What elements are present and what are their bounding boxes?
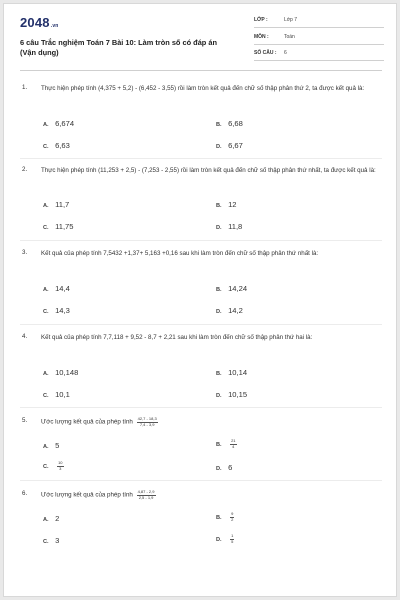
option-value: 5	[55, 441, 60, 450]
fraction-numerator: 4,87 - 2,9	[137, 489, 155, 494]
question-text-lead: Ước lượng kết quả của phép tính	[41, 491, 133, 499]
question-number: 1.	[22, 84, 28, 91]
fraction-numerator: 42,7 - 18,3	[137, 416, 157, 421]
option-d[interactable]	[216, 534, 234, 544]
option-letter: B.	[216, 442, 222, 448]
document-header	[4, 4, 397, 72]
option-letter: C.	[43, 144, 49, 150]
option-value: 12	[228, 200, 237, 209]
fraction-numerator: 1	[231, 533, 234, 539]
option-value: 3	[55, 536, 60, 545]
option-value: 10,14	[228, 368, 248, 377]
option-value: 10,1	[55, 390, 70, 399]
fraction-numerator: 9	[231, 511, 234, 517]
option-value: 6,67	[228, 141, 243, 150]
option-letter: A.	[43, 287, 49, 293]
expression-fraction	[137, 417, 158, 427]
question-number: 4.	[22, 333, 28, 340]
option-a[interactable]	[43, 441, 59, 451]
fraction-denominator: 2,5 - 1,9	[138, 494, 154, 500]
meta-label: MÔN :	[254, 34, 269, 40]
meta-label: SỐ CÂU :	[254, 50, 277, 56]
option-b[interactable]	[216, 439, 237, 449]
question-number: 2.	[22, 166, 28, 173]
meta-value: Toán	[284, 34, 295, 40]
option-value: 6,674	[55, 119, 75, 128]
option-a[interactable]	[43, 119, 74, 129]
option-letter: D.	[216, 393, 222, 399]
option-letter: B.	[216, 515, 222, 521]
option-value: 11,8	[228, 222, 243, 231]
option-value: 14,24	[228, 284, 248, 293]
option-letter: A.	[43, 203, 49, 209]
option-letter: C.	[43, 539, 49, 545]
header-divider	[20, 70, 382, 71]
logo-suffix: .vn	[50, 23, 59, 29]
logo-text: 2048	[20, 15, 50, 30]
question-number: 5.	[22, 417, 28, 424]
option-d[interactable]	[216, 306, 243, 316]
option-value: 14,3	[55, 306, 70, 315]
option-a[interactable]	[43, 200, 69, 210]
meta-row-count	[254, 48, 384, 61]
option-c[interactable]	[43, 306, 70, 316]
question-divider	[20, 240, 382, 241]
document-page	[3, 3, 397, 597]
option-d[interactable]	[216, 222, 242, 232]
question-number: 3.	[22, 249, 28, 256]
fraction-denominator: 3	[59, 465, 62, 471]
document-title: 6 câu Trắc nghiệm Toán 7 Bài 10: Làm tròn số có đáp án (Vận dụng)	[20, 38, 217, 57]
option-letter: D.	[216, 309, 222, 315]
question-text: Thực hiện phép tính (11,253 + 2,5) - (7,253 - 2,55) rồi làm tròn kết quả đến chữ số thập phân thứ nhất, ta được kết quả là:	[41, 167, 376, 174]
meta-label: LỚP :	[254, 17, 268, 23]
option-value: 6,63	[55, 141, 70, 150]
option-letter: B.	[216, 203, 222, 209]
meta-row-grade	[254, 15, 384, 28]
option-letter: D.	[216, 225, 222, 231]
option-c[interactable]	[43, 390, 70, 400]
option-letter: A.	[43, 517, 49, 523]
option-a[interactable]	[43, 284, 70, 294]
option-c[interactable]	[43, 461, 64, 471]
option-d[interactable]	[216, 141, 243, 151]
meta-row-subject	[254, 32, 384, 45]
option-value: 6,68	[228, 119, 243, 128]
question-text-lead: Ước lượng kết quả của phép tính	[41, 418, 133, 426]
option-value: 11,75	[55, 222, 74, 231]
option-letter: D.	[216, 466, 222, 472]
option-letter: A.	[43, 371, 49, 377]
fraction-denominator: 2	[231, 516, 234, 522]
question-number: 6.	[22, 490, 28, 497]
fraction-numerator: 21	[231, 438, 236, 444]
option-letter: D.	[216, 537, 222, 543]
option-fraction	[57, 461, 63, 471]
option-value: 2	[55, 514, 60, 523]
fraction-denominator: 5	[231, 538, 234, 544]
option-fraction	[230, 439, 236, 449]
option-b[interactable]	[216, 200, 237, 210]
fraction-numerator: 10	[58, 460, 63, 466]
question-divider	[20, 407, 382, 408]
fraction-denominator: 4	[232, 443, 235, 449]
option-letter: C.	[43, 393, 49, 399]
option-value: 14,4	[55, 284, 70, 293]
option-c[interactable]	[43, 141, 70, 151]
option-c[interactable]	[43, 222, 74, 232]
option-b[interactable]	[216, 368, 247, 378]
question-divider	[20, 158, 382, 159]
option-b[interactable]	[216, 284, 247, 294]
option-value: 14,2	[228, 306, 243, 315]
fraction-denominator: 7,4 - 3,9	[139, 421, 155, 427]
option-letter: A.	[43, 122, 49, 128]
option-a[interactable]	[43, 368, 78, 378]
option-letter: C.	[43, 225, 49, 231]
option-value: 10,148	[55, 368, 79, 377]
option-a[interactable]	[43, 514, 59, 524]
option-fraction	[230, 512, 234, 522]
meta-value: Lớp 7	[284, 17, 298, 23]
option-fraction	[230, 534, 234, 544]
question-divider	[20, 324, 382, 325]
option-c[interactable]	[43, 536, 59, 546]
option-letter: A.	[43, 444, 49, 450]
option-value: 10,15	[228, 390, 248, 399]
question-text: Kết quả của phép tính 7,7,118 + 9,52 - 8,7 + 2,21 sau khi làm tròn đến chữ số thập phân thứ hai là:	[41, 334, 313, 341]
question-divider	[20, 480, 382, 481]
option-d[interactable]	[216, 390, 247, 400]
site-logo[interactable]	[20, 15, 59, 30]
option-letter: C.	[43, 309, 49, 315]
option-letter: B.	[216, 287, 222, 293]
option-letter: C.	[43, 464, 49, 470]
meta-value: 6	[284, 50, 287, 56]
expression-fraction	[137, 490, 156, 500]
option-value: 11,7	[55, 200, 70, 209]
option-letter: D.	[216, 144, 222, 150]
option-value: 6	[228, 463, 233, 472]
question-text	[41, 490, 379, 501]
option-d[interactable]	[216, 463, 232, 473]
option-b[interactable]	[216, 512, 234, 522]
question-text: Kết quả của phép tính 7,5432 +1,37+ 5,163 +0,16 sau khi làm tròn đến chữ số thập phân thứ nhất là:	[41, 250, 319, 257]
question-text: Thực hiện phép tính (4,375 + 5,2) - (6,452 - 3,55) rồi làm tròn kết quả đến chữ số thập phân thứ 2, ta được kết quả là:	[41, 85, 365, 92]
option-letter: B.	[216, 371, 222, 377]
question-text	[41, 417, 379, 428]
option-b[interactable]	[216, 119, 243, 129]
option-letter: B.	[216, 122, 222, 128]
